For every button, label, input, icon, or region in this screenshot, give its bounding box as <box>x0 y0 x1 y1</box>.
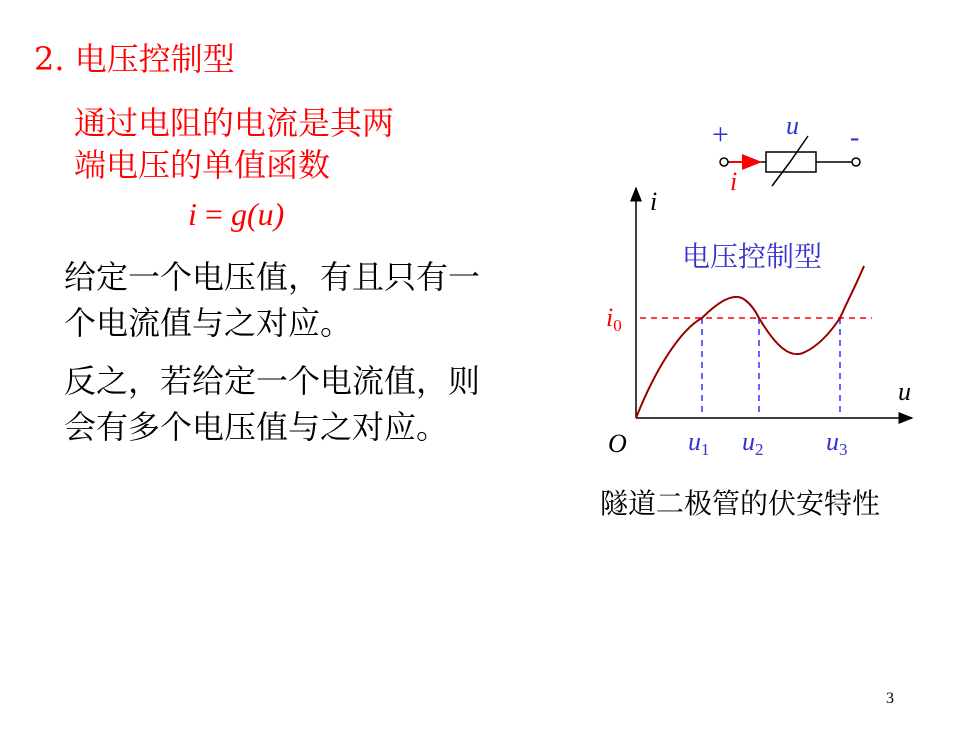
iv-curve <box>636 266 864 418</box>
origin-label: O <box>608 429 627 458</box>
definition-line-2: 端电压的单值函数 <box>74 146 331 184</box>
u3-label: u3 <box>826 427 848 459</box>
left-terminal-icon <box>720 158 728 166</box>
u1-label: u1 <box>688 427 710 459</box>
nonlinear-resistor-symbol <box>712 111 860 196</box>
right-terminal-icon <box>852 158 860 166</box>
curve-label: 电压控制型 <box>682 242 823 273</box>
section-heading: 2. 电压控制型 <box>34 40 235 78</box>
formula-lhs: i <box>188 196 197 232</box>
paragraph-2-line-1: 反之，若给定一个电流值，则 <box>64 362 481 400</box>
i0-label: i0 <box>606 303 622 335</box>
formula-equals: = <box>204 196 223 232</box>
formula-rhs: g(u) <box>230 196 285 232</box>
y-axis-label: i <box>650 187 658 216</box>
u2-label: u2 <box>742 427 764 459</box>
voltage-label: u <box>786 111 799 140</box>
resistor-box <box>766 152 816 172</box>
paragraph-1-line-1: 给定一个电压值，有且只有一 <box>64 258 481 296</box>
x-axis-label: u <box>898 377 911 406</box>
current-label: i <box>730 167 738 196</box>
plus-sign: + <box>712 118 729 151</box>
paragraph-2-line-2: 会有多个电压值与之对应。 <box>64 408 449 446</box>
minus-sign: - <box>850 122 860 153</box>
definition-line-1: 通过电阻的电流是其两 <box>74 104 395 142</box>
figure-caption: 隧道二极管的伏安特性 <box>600 487 881 520</box>
page-number: 3 <box>886 690 894 707</box>
paragraph-1-line-2: 个电流值与之对应。 <box>64 304 353 342</box>
